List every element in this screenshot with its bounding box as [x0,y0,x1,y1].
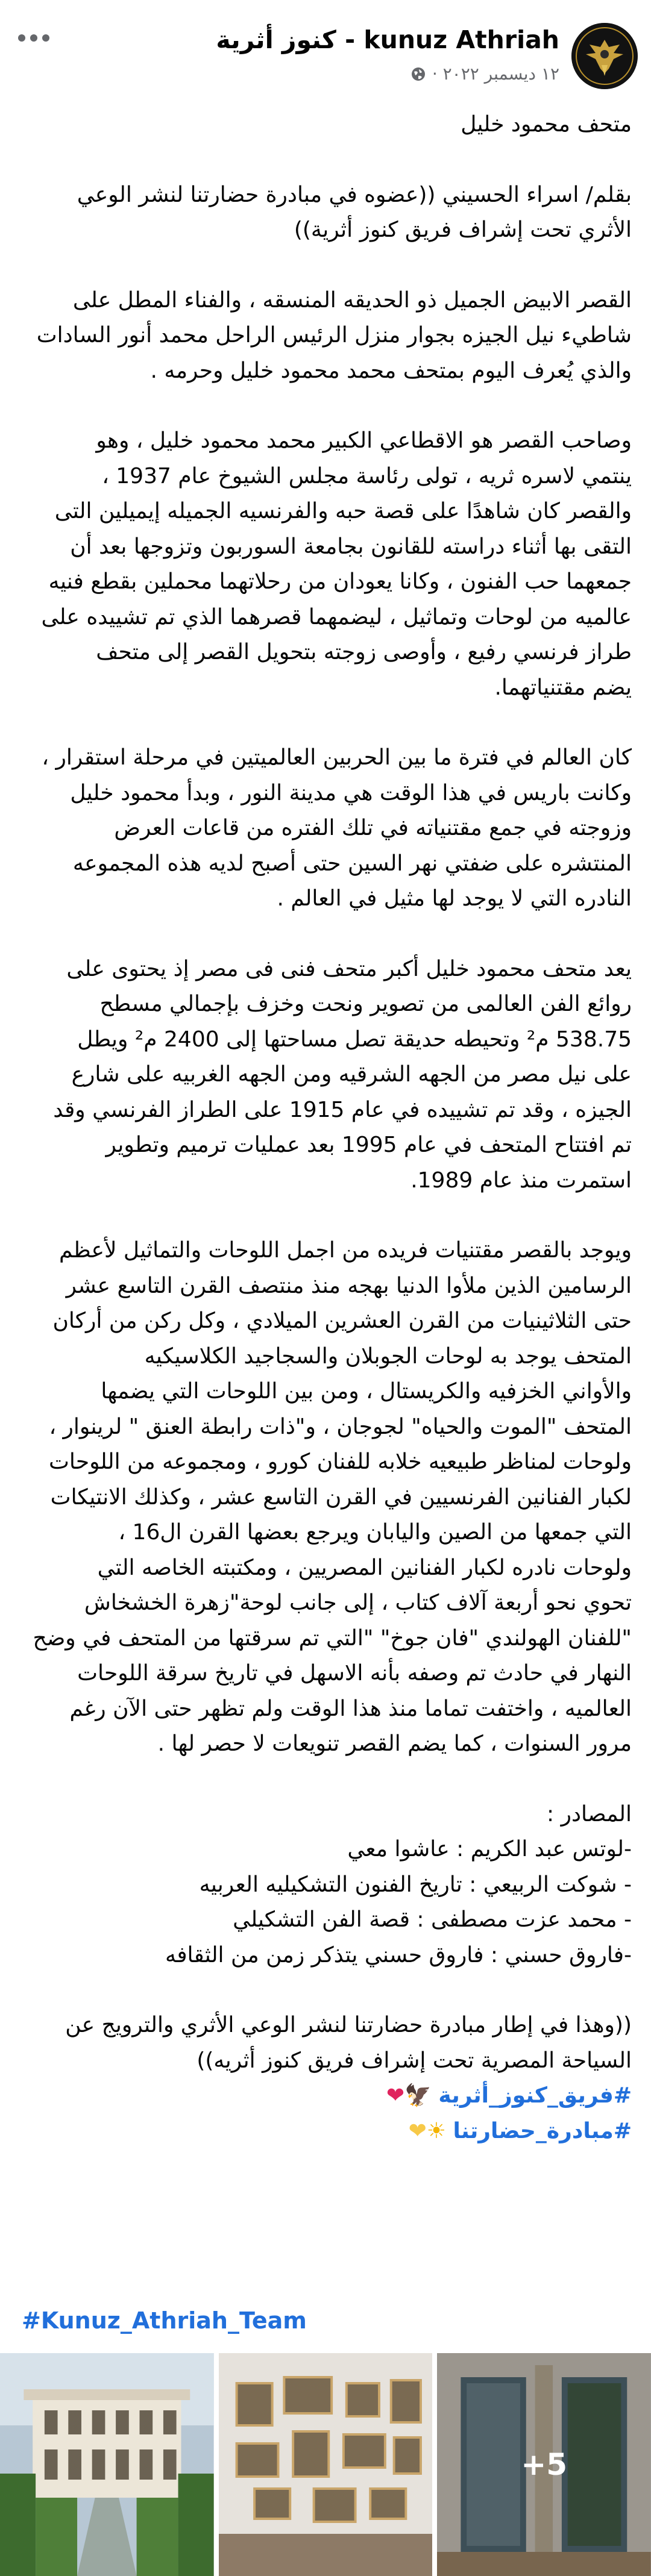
palace-photo-icon [0,2353,214,2576]
post-date[interactable]: ١٢ ديسمبر ٢٠٢٢ · [432,64,559,84]
author-line: الأثري تحت إشراف فريق كنوز أثرية)) [294,217,632,242]
hashtag-line-1 [22,2078,632,2114]
source-item: - شوكت الربيعي : تاريخ الفنون التشكيليه العربيه [199,1872,632,1897]
paragraph-line: كان العالم في فترة ما بين الحربين العالميتين في مرحلة استقرار ، [42,745,632,770]
post-meta [410,64,559,84]
source-item: -لوتس عبد الكريم : عاشوا معي [347,1837,632,1862]
more-dots-icon [42,34,49,42]
paragraph-line: "للفنان الهولندي "فان جوخ" "التي تم سرقتها من المتحف في وضح [33,1625,632,1651]
globe-icon [410,66,426,82]
post-body [22,107,632,2149]
closing-line: السياحة المصرية تحت إشراف فريق كنوز أثريه)) [197,2048,632,2073]
paragraph-line: التقى بها أثناء دراسته للقانون بجامعة السوربون وتزوجها بعد أن [70,534,632,559]
paragraph-line: حتى الثلاثينيات من القرن العشرين الميلادي ، وكل ركن من أركان [52,1308,632,1333]
paragraph-line: 538.75 م² وتحيطه حديقة تصل مساحتها إلى 2400 م² ويطل [77,1027,632,1052]
paragraph-line: يضم مقتنياتهما. [494,675,632,700]
paragraph-line: التي جمعها من الصين واليابان ويرجع بعضها القرن ال16 ، [118,1520,632,1545]
paragraph-line: ويوجد بالقصر مقتنيات فريده من اجمل اللوحات والتماثيل لأعظم [58,1238,632,1263]
post-title: متحف محمود خليل [461,112,632,137]
page-avatar[interactable] [571,23,638,89]
paragraph-line: العالميه ، واختفت تماما منذ هذا الوقت ولم تظهر حتى الآن رغم [69,1696,632,1721]
paragraph-line: تم افتتاح المتحف في عام 1995 بعد عمليات ترميم وتطوير [105,1133,632,1157]
paragraph-line: تحوي نحو أربعة آلاف كتاب ، إلى جانب لوحة"زهرة الخشخاش [84,1590,632,1615]
eagle-logo-icon [571,23,638,89]
paragraph-line: المنتشره على ضفتي نهر السين حتى أصبح لديه هذه المجموعه [72,851,632,876]
paragraph-line: الرسامين الذين ملأوا الدنيا بهجه منذ منتصف القرن التاسع عشر [66,1273,632,1298]
paragraph-line: وصاحب القصر هو الاقطاعي الكبير محمد محمود خليل ، وهو [96,428,632,453]
sun-emoji-icon: ☀ [426,2118,447,2143]
paragraph-line: وكانت باريس في هذا الوقت هي مدينة النور ، وبدأ محمود خليل [70,780,632,805]
paragraph-line: والأواني الخزفيه والكريستال ، ومن بين اللوحات التي يضمها [101,1379,632,1404]
author-line: بقلم/ اسراء الحسيني ((عضوه في مبادرة حضارتنا لنشر الوعي [77,182,632,207]
heart-emoji-icon: ❤ [386,2083,405,2108]
paragraph-line: ينتمي لاسره ثريه ، تولى رئاسة مجلس الشيوخ عام 1937 ، [102,463,632,489]
source-item: - محمد عزت مصطفى : قصة الفن التشكيلي [233,1907,632,1932]
paragraph-line: استمرت منذ عام 1989. [410,1168,632,1193]
post-header [0,0,651,108]
paragraph-line: وزوجته في جمع مقتنياته في تلك الفتره من قاعات العرض [114,816,632,840]
paragraph-line: على نيل مصر من الجهه الشرقيه ومن الجهه الغربيه على شارع [71,1062,632,1087]
paragraph-line: شاطيء نيل الجيزه بجوار منزل الرئيس الراحل محمد أنور السادات [36,323,632,348]
paragraph-line: ولوحات نادره لكبار الفنانين المصريين ، ومكتبته الخاصه التي [97,1555,632,1580]
paragraph-line: ولوحات لمناظر طبيعيه خلابه للفنان كورو ، ومجموعه من اللوحات [48,1449,632,1474]
paragraph-line: القصر الابيض الجميل ذو الحديقه المنسقه ، والفناء المطل على [72,287,632,313]
gallery-photo-interior[interactable] [437,2353,651,2576]
yellow-heart-icon: ❤ [408,2118,427,2143]
paragraph-line: عالميه من لوحات وتماثيل ، ليضمهما قصرهما الذي تم تشييده على [41,604,632,630]
hashtag-link[interactable]: #فريق_كنوز_أثرية [438,2083,632,2108]
hashtag-link[interactable]: #مبادرة_حضارتنا [453,2118,632,2143]
page-name[interactable]: kunuz Athriah - كنوز أثرية [216,25,559,54]
photo-gallery [0,2353,651,2576]
paragraph-line: روائع الفن العالمى من تصوير ونحت وخزف بإجمالي مسطح [99,992,632,1016]
paragraph-line: المتحف يوجد به لوحات الجوبلان والسجاجيد الكلاسيكيه [144,1343,632,1369]
gallery-room-photo-icon [219,2353,433,2576]
more-options-button[interactable] [16,29,49,47]
paragraph-line: طراز فرنسي رفيع ، وأوصى زوجته بتحويل القصر إلى متحف [96,640,632,664]
closing-line: ((وهذا في إطار مبادرة حضارتنا لنشر الوعي الأثري والترويج عن [65,2013,632,2037]
gallery-photo-gallery-room[interactable] [219,2353,433,2576]
sources-label: المصادر : [547,1801,632,1827]
paragraph-line: مرور السنوات ، كما يضم القصر تنويعات لا حصر لها . [157,1731,632,1756]
paragraph-line: النادره التي لا يوجد لها مثيل في العالم . [277,886,632,911]
paragraph-line: الجيزه ، وقد تم تشييده في عام 1915 على الطراز الفرنسي وقد [53,1097,632,1122]
paragraph-line: المتحف "الموت والحياه" لجوجان ، و"ذات رابطة العنق " لرينوار ، [49,1414,632,1439]
paragraph-line: والذي يُعرف اليوم بمتحف محمد محمود خليل وحرمه . [150,358,632,383]
paragraph-line: النهار في حادث تم وصفه بأنه الاسهل في تاريخ سرقة اللوحات [77,1661,632,1686]
hashtag-line-2 [22,2114,632,2149]
team-hashtag-link[interactable]: #Kunuz_Athriah_Team [22,2307,307,2334]
source-item: -فاروق حسني : فاروق حسني يتذكر زمن من الثقافه [165,1942,632,1968]
paragraph-line: جمعهما حب الفنون ، وكانا يعودان من رحلاتهما محملين بقطع فنيه [48,569,632,594]
more-photos-count[interactable]: +5 [437,2353,651,2576]
paragraph-line: يعد متحف محمود خليل أكبر متحف فنى فى مصر إذ يحتوى على [66,956,632,981]
paragraph-line: لكبار الفنانين الفرنسيين في القرن التاسع عشر ، وكذلك الانتيكات [50,1484,632,1510]
gallery-photo-palace[interactable] [0,2353,214,2576]
paragraph-line: والقصر كان شاهدًا على قصة حبه والفرنسيه الجميله إيميلين التى [54,499,632,524]
eagle-emoji-icon: 🦅 [404,2083,432,2108]
